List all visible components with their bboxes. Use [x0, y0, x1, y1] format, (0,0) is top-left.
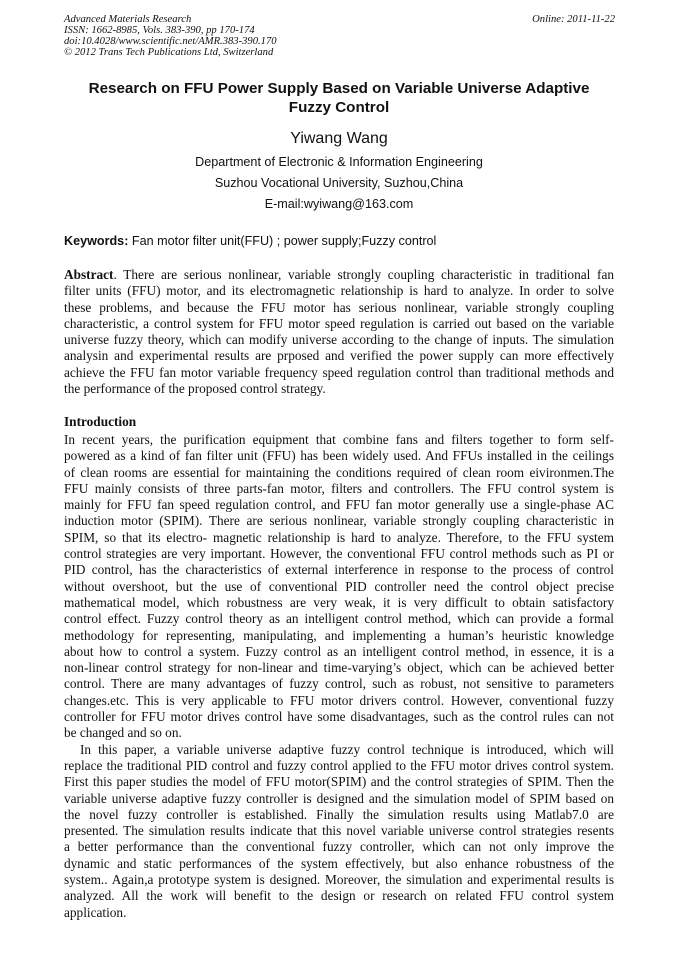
abstract-line: filter units (FFU) motor, and its electromagnetic relationship is hard to analyze. In order to solve [64, 283, 614, 299]
abstract-line [64, 267, 614, 283]
title-line-2: Fuzzy Control [288, 98, 390, 116]
paragraph-line: non-linear control strategy for non-linear and time-varying’s object, which can be achieved better [64, 660, 614, 676]
department: Department of Electronic & Information Engineering [195, 155, 483, 169]
paragraph-line: control strategies are very important. However, the conventional FFU control methods such as PI or [64, 546, 614, 562]
section-heading-introduction: Introduction [64, 414, 137, 429]
introduction-body [64, 432, 614, 921]
paper-title [64, 80, 614, 117]
abstract-line: analysin and experimental results are prposed and verified the power supply can more effectively [64, 348, 614, 364]
paragraph-line: FFU mainly consists of three parts-fan motor, filters and controllers. The FFU control system is [64, 480, 614, 496]
abstract-line: these problems, and because the FFU motor has serious nonlinear, variable strongly coupling [64, 299, 614, 315]
paragraph-line: mathematical model, which robustness are very weak, it is very difficult to obtain satisfactory [64, 594, 614, 610]
paragraph-line: SPIM, so that its electro- magnetic relationship is hard to analyze. Therefore, to the FFU system [64, 529, 614, 545]
paragraph-line: replace the traditional PID control and fuzzy control applied to the FFU motor drives control system. [64, 757, 614, 773]
paragraph-line: First this paper studies the model of FFU motor(SPIM) and the control strategies of SPIM. Then the [64, 774, 614, 790]
abstract [64, 267, 614, 397]
paragraph-line: a better performance than the conventional fuzzy controller, which can not only improve the [64, 839, 614, 855]
title-line-1: Research on FFU Power Supply Based on Variable Universe Adaptive [88, 80, 590, 97]
copyright-line: © 2012 Trans Tech Publications Ltd, Switzerland [64, 47, 274, 58]
paragraph-line: be changed and so on. [64, 725, 182, 741]
paragraph-line: In recent years, the purification equipment that combine fans and filters together to form self- [64, 432, 614, 447]
university: Suzhou Vocational University, Suzhou,China [214, 176, 464, 190]
email: E-mail:wyiwang@163.com [264, 197, 414, 211]
paragraph-line: system.. Again,a prototype system is designed. Moreover, the simulation and experimental results is [64, 872, 614, 888]
paragraph-line: variable universe adaptive fuzzy controller is designed and the simulation model of SPIM based on [64, 790, 614, 806]
keywords-text: Fan motor filter unit(FFU) ; power supply;Fuzzy control [128, 234, 437, 248]
paragraph-line: control effect. Fuzzy control theory as an intelligent control method, which can provide a formal [64, 611, 614, 627]
paragraph-line: the novel fuzzy controller is established. Finally the simulation results using Matlab7.0 are [64, 806, 614, 822]
abstract-line: characteristic, a control system for FFU motor speed regulation is carried out based on the variable [64, 315, 614, 331]
paragraph-line: In this paper, a variable universe adaptive fuzzy control technique is introduced, which will [80, 741, 614, 757]
paragraph-line: changes.etc. This is very applicable to FFU motor drivers control. However, conventional fuzzy [64, 692, 614, 708]
abstract-text: . There are serious nonlinear, variable strongly coupling characteristic in traditional fan [113, 267, 614, 282]
abstract-line: universe fuzzy theory, which can modify universe according to the change of inputs. The simulation [64, 332, 614, 348]
keywords-label: Keywords: [64, 234, 129, 248]
paragraph-line: control. There are many advantages of fuzzy control, such as robust, not sensitive to parameters [64, 676, 614, 692]
paragraph-line: analyzed. All the work will benefit to the design or research on related FFU control system [64, 888, 614, 904]
paragraph-line: powered as a kind of fan filter unit (FFU) has been widely used. And FFUs installed in the ceilings [64, 448, 614, 464]
journal-header [64, 14, 277, 58]
paragraph-line: application. [64, 904, 127, 920]
online-date: Online: 2011-11-22 [532, 14, 615, 25]
paragraph-line: methodology for representing, manipulating, and implementing a human’s heuristic knowledge [64, 627, 614, 643]
paragraph-line: presented. The simulation results indicate that this novel variable universe control strategies resents [64, 823, 614, 839]
keywords [64, 234, 436, 248]
abstract-line: achieve the FFU fan motor variable frequency speed regulation control than traditional methods and [64, 364, 614, 380]
paragraph-line: dynamic and static performances of the system effectively, but also enhance robustness of the [64, 855, 614, 871]
journal-name: Advanced Materials Research [64, 14, 192, 25]
paragraph-line: controller for FFU motor drives control have some disadvantages, such as the control rules can not [64, 709, 614, 725]
paragraph-line: induction motor (SPIM). There are serious nonlinear, variable strongly coupling characteristic in [64, 513, 614, 529]
paragraph-line: about how to control a system. Fuzzy control as an intelligent control method, in essence, it is a [64, 643, 614, 659]
abstract-line: the performance of the proposed control strategy. [64, 381, 326, 397]
paragraph-line: without overshoot, but the use of conventional PID controller need the control object precise [64, 578, 614, 594]
paragraph-line: PID control, has the characteristics of external interference in response to the process of control [64, 562, 614, 578]
paragraph-line: of clean rooms are essential for maintaining the conditions required of clean room eivironmen.The [64, 464, 614, 480]
abstract-label: Abstract [64, 267, 114, 282]
doi-line: doi:10.4028/www.scientific.net/AMR.383-390.170 [64, 36, 277, 47]
issn-line: ISSN: 1662-8985, Vols. 383-390, pp 170-174 [64, 25, 255, 36]
paragraph-line: mainly for FFU fan speed regulation control, and FFU fan motor generally use a single-phase AC [64, 497, 614, 513]
author-name: Yiwang Wang [290, 130, 388, 147]
